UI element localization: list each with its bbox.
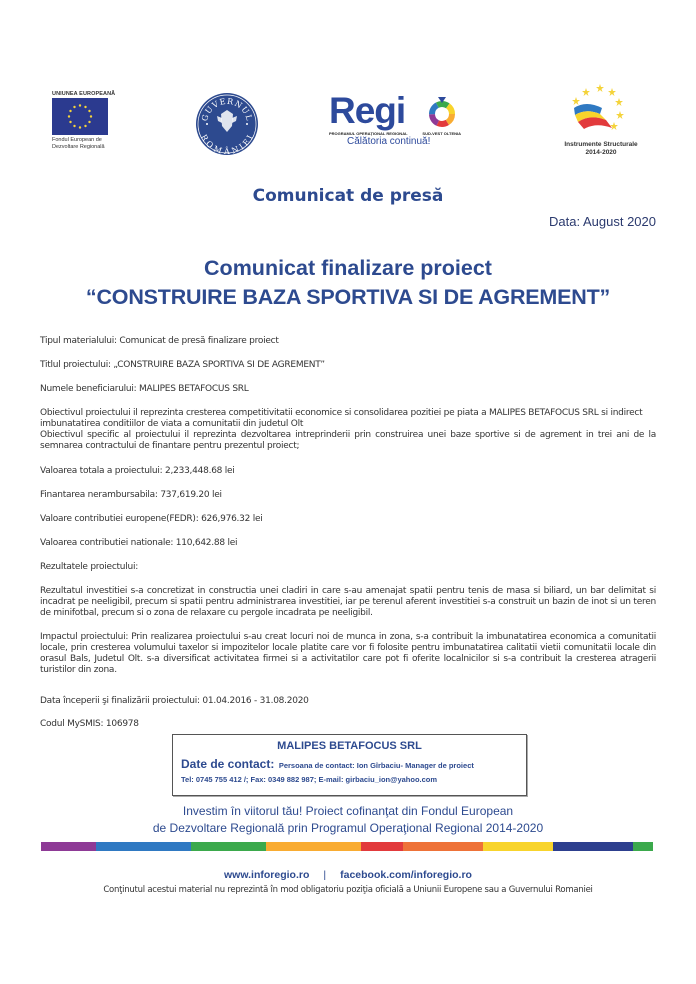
general-objective: Obiectivul proiectului il reprezinta cresterea competitivitatii economice si consolidarea pozitiei pe piata a MALIPES BETAFOCUS SRL si indirect imbunatatirea conditiilor de viata a comunitatii din judetul Olt [40,408,643,429]
project-title-line: Titlul proiectului: „CONSTRUIRE BAZA SPORTIVA SI DE AGREMENT” [40,360,325,370]
color-strip-segment [191,842,266,851]
eu-logo-caption: UNIUNEA EUROPEANĂ [52,91,116,97]
color-strip-segment [483,842,553,851]
funding-statement-line1: Investim în viitorul tău! Proiect cofinanţat din Fondul European [182,804,514,818]
contact-box [172,734,527,796]
website-link[interactable]: www.inforegio.ro [224,869,310,881]
objectives-block [40,408,656,452]
instrumente-caption-line1: Instrumente Structurale [564,141,638,148]
color-strip-segment [553,842,633,851]
eu-stars-icon [52,98,108,135]
project-period-line: Data începerii şi finalizării proiectului: 01.04.2016 - 31.08.2020 [40,696,309,706]
color-strip-segment [403,842,483,851]
color-strip-segment [361,842,403,851]
instrumente-caption-line2: 2014-2020 [585,149,617,156]
contact-person-line [181,755,526,773]
contact-person: Persoana de contact: Ion Gîrbaciu- Manager de proiect [278,761,474,770]
non-reimbursable-funding-line: Finantarea nerambursabila: 737,619.20 lei [40,490,222,500]
contact-company-name: MALIPES BETAFOCUS SRL [277,740,422,752]
project-title-heading: “CONSTRUIRE BAZA SPORTIVA SI DE AGREMENT” [85,285,611,309]
beneficiary-line: Numele beneficiarului: MALIPES BETAFOCUS SRL [40,384,249,394]
color-strip [41,842,653,851]
instrumente-structurale-caption [556,141,646,157]
document-title: Comunicat finalizare proiect [204,256,492,280]
svg-text:GUVERNUL: GUVERNUL [200,96,254,123]
contact-label: Date de contact: [181,757,275,771]
eu-logo [52,91,114,151]
document-date: Data: August 2020 [549,214,656,229]
national-contribution-line: Valoarea contributiei nationale: 110,642.88 lei [40,538,238,548]
results-label: Rezultatele proiectului: [40,562,139,572]
eu-fund-caption-line2: Dezvoltare Regională [52,144,105,150]
contact-details: Tel: 0745 755 412 /; Fax: 0349 882 987; E-mail: girbaciu_ion@yahoo.com [181,775,438,784]
material-type-line: Tipul materialului: Comunicat de presă finalizare proiect [40,336,279,346]
svg-text:ROMÂNIEI: ROMÂNIEI [198,132,256,156]
regio-program-label: PROGRAMUL OPERAȚIONAL REGIONAL [329,131,408,136]
footer-links [0,869,696,881]
document-type-heading: Comunicat de presă [252,186,444,206]
color-strip-segment [633,842,653,851]
specific-objective: Obiectivul specific al proiectului il reprezinta dezvoltarea intreprinderii prin construirea unei baze sportive si de agrement in trei ani de la semnarea contractului de finantare pentru prezentul proiect; [40,430,656,451]
instrumente-structurale-logo [556,82,646,158]
regio-wordmark: Regi [329,90,406,131]
funding-statement-line2: de Dezvoltare Regională prin Programul Operaţional Regional 2014-2020 [152,821,544,835]
regio-logo [329,90,464,153]
color-strip-segment [266,842,361,851]
footer-separator: | [323,869,327,881]
impact-paragraph: Impactul proiectului: Prin realizarea proiectului s-au creat locuri noi de munca in zona, s-a contribuit la imbunatatirea economica a comunitatii locale, prin cresterea volumului taxelor si impozitelor locale platite care vor fi folosite pentru imbunatatirea calitatii vietii comunitatii locale din orasul Bals, Judetul Olt. s-a diversificat activitatea firmei si a activitatilor care pot fi oferite localnicilor si s-a contribuit la cresterea atragerii turistilor din zona. [40,632,656,675]
government-logo [195,92,259,156]
regio-tagline: Călătoria continuă! [347,136,431,147]
color-strip-segment [96,842,191,851]
european-contribution-line: Valoare contributiei europene(FEDR): 626,976.32 lei [40,514,263,524]
mysmis-code-line: Codul MySMIS: 106978 [40,719,139,729]
total-value-line: Valoarea totala a proiectului: 2,233,448.68 lei [40,466,235,476]
eu-flag-icon [52,98,108,135]
color-strip-segment [41,842,96,851]
regio-region-label: SUD-VEST OLTENIA [422,131,461,136]
regio-color-wheel-icon [427,97,457,127]
facebook-link[interactable]: facebook.com/inforegio.ro [340,869,472,881]
government-seal-icon [195,92,259,156]
eu-fund-caption [52,137,114,151]
eu-fund-caption-line1: Fondul European de [52,137,102,143]
disclaimer-text: Conţinutul acestui material nu reprezintă în mod obligatoriu poziţia oficială a Uniunii Europene sau a Guvernului Romaniei [103,885,593,895]
results-paragraph: Rezultatul investitiei s-a concretizat in constructia unei cladiri in care s-au amenajat spatii pentru tenis de masa si biliard, un bar delimitat si incadrat pe neeligibil, precum si spatii pentru administrarea investitiei, iar pe terenul aferent investitiei s-a construit un bazin de inot si un teren de minifotbal, precum si o zona de relaxare cu pergole incadrata pe neeligibil. [40,586,656,618]
instrumente-structurale-emblem-icon [556,82,646,137]
